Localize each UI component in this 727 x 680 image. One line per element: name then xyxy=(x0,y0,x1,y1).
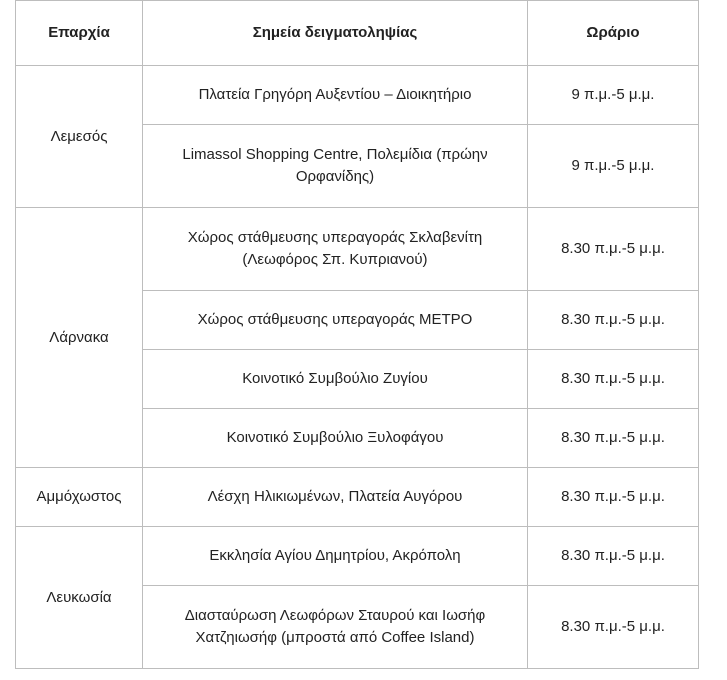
table-row xyxy=(16,66,699,125)
hours-cell: 8.30 π.μ.-5 μ.μ. xyxy=(528,350,699,409)
hours-cell: 9 π.μ.-5 μ.μ. xyxy=(528,66,699,125)
hours-cell: 9 π.μ.-5 μ.μ. xyxy=(528,125,699,208)
sampling-point-cell: Διασταύρωση Λεωφόρων Σταυρού και Ιωσήφ Χατζηιωσήφ (μπροστά από Coffee Island) xyxy=(143,586,528,669)
sampling-point-cell: Χώρος στάθμευσης υπεραγοράς ΜΕΤΡΟ xyxy=(143,291,528,350)
table-header-row xyxy=(16,1,699,66)
sampling-point-cell: Κοινοτικό Συμβούλιο Ζυγίου xyxy=(143,350,528,409)
header-province: Επαρχία xyxy=(16,1,143,66)
province-cell: Λευκωσία xyxy=(16,527,143,669)
table-row xyxy=(16,468,699,527)
hours-cell: 8.30 π.μ.-5 μ.μ. xyxy=(528,468,699,527)
sampling-point-cell: Limassol Shopping Centre, Πολεμίδια (πρώην Ορφανίδης) xyxy=(143,125,528,208)
province-cell: Αμμόχωστος xyxy=(16,468,143,527)
hours-cell: 8.30 π.μ.-5 μ.μ. xyxy=(528,409,699,468)
hours-cell: 8.30 π.μ.-5 μ.μ. xyxy=(528,291,699,350)
province-cell: Λάρνακα xyxy=(16,208,143,468)
table-row xyxy=(16,208,699,291)
hours-cell: 8.30 π.μ.-5 μ.μ. xyxy=(528,208,699,291)
sampling-point-cell: Χώρος στάθμευσης υπεραγοράς Σκλαβενίτη (Λεωφόρος Σπ. Κυπριανού) xyxy=(143,208,528,291)
hours-cell: 8.30 π.μ.-5 μ.μ. xyxy=(528,527,699,586)
header-sampling-points: Σημεία δειγματοληψίας xyxy=(143,1,528,66)
sampling-points-table xyxy=(15,0,699,669)
sampling-point-cell: Πλατεία Γρηγόρη Αυξεντίου – Διοικητήριο xyxy=(143,66,528,125)
province-cell: Λεμεσός xyxy=(16,66,143,208)
sampling-point-cell: Κοινοτικό Συμβούλιο Ξυλοφάγου xyxy=(143,409,528,468)
sampling-point-cell: Εκκλησία Αγίου Δημητρίου, Ακρόπολη xyxy=(143,527,528,586)
sampling-schedule xyxy=(15,0,698,669)
header-hours: Ωράριο xyxy=(528,1,699,66)
hours-cell: 8.30 π.μ.-5 μ.μ. xyxy=(528,586,699,669)
table-row xyxy=(16,527,699,586)
sampling-point-cell: Λέσχη Ηλικιωμένων, Πλατεία Αυγόρου xyxy=(143,468,528,527)
